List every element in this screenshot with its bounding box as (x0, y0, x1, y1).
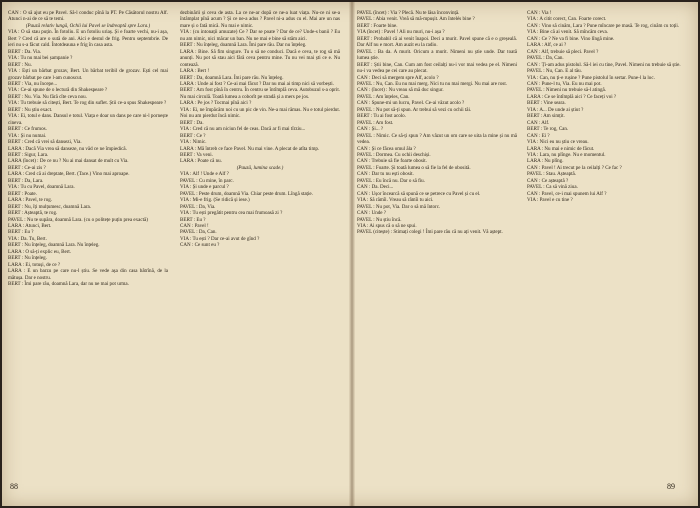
dialogue-line: PAVEL : Dormea. Cu ochii deschiși. (357, 151, 431, 158)
dialogue-line: CAN : Spune-mi un lucru, Pavel. Ce-ai văzut acolo ? (357, 100, 465, 107)
dialogue-line: BERT : Știi bine, Can. Cum am fost ceilalți nu-i vor mai vedea pe el. Nimeni nu-i va vedea pe cei care au plecat. (357, 61, 517, 75)
dialogue-line: LARA : O să-ți explic eu, Bert. (8, 248, 72, 255)
dialogue-line: PAVEL (încet) : Via ? Plecă. Nu te lăsa înconvință. (357, 10, 460, 16)
dialogue-line: PAVEL : Eu încă nu. Dar o să fiu. (357, 177, 425, 184)
dialogue-line: VIA (încet) : Pavel ! Ali nu muri, nu-i așa ? (357, 29, 445, 36)
dialogue-line: PAVEL : Ba da. A murit. Oricum a murit. Nimeni nu știe unde. Dar toată lumea știe. (357, 48, 517, 62)
dialogue-line: LARA : Alf, ce ai ? (527, 42, 567, 49)
dialogue-line: VIA : Tu trebuie să citești, Bert. Te rog din suflet. Știi ce-a spus Shakespeare ? (8, 100, 167, 107)
dialogue-line: LARA : Unde ai fost ? Ce-ai mai făcut ? Dar nu mai ai timp nici să vorbești. (180, 80, 334, 87)
dialogue-line: VIA : Da. Tu, Bert. (8, 235, 47, 242)
dialogue-line: CAN : Deci să mergem spre Alf, acolo ? (357, 74, 439, 81)
dialogue-line: CAN : Ei ? (527, 132, 550, 139)
dialogue-line: BERT : Da. Via. (8, 48, 41, 55)
dialogue-line: VIA : Tu cu Pavel, doamnă Lara. (8, 184, 75, 191)
dialogue-line: PAVEL : Nu pot, Via. Dar o să mă întorc. (357, 203, 441, 210)
dialogue-line: CAN : Alf, trebuie să pleci. Pavel ? (527, 48, 599, 55)
dialogue-line: BERT : Da. (180, 119, 204, 126)
dialogue-line: PAVEL : Nu știu încă. (357, 216, 402, 223)
dialogue-line: VIA : Tu ești ? Dar ce-ai avut de gînd ? (180, 235, 260, 242)
dialogue-line: BERT : Nu înțeleg, doamnă Lara. Îmi pare rău. Dar nu înțeleg. (180, 42, 307, 49)
dialogue-line: BERT : Probabil că ai venit înapoi. Deci a murit. Pavel spune că e o greșeală. Dar Alf nu e mort. Am auzit eu la radio. (357, 35, 517, 49)
right-page-column-2 (527, 10, 687, 472)
dialogue-line: BERT : Nu, îți mulțumesc, doamnă Lara. (8, 203, 92, 210)
dialogue-line: CAN : Pavel, ce-i mai spunem lui Alf ? (527, 190, 607, 197)
dialogue-line: VIA : Nimic. (180, 139, 207, 146)
dialogue-line: BERT : Nu știu exact. (8, 106, 53, 113)
dialogue-line: LARA : Nu mai e nimic de făcut. (527, 145, 595, 152)
right-page-column-1 (357, 10, 517, 472)
dialogue-line: VIA : Nici eu nu știu ce vreau. (527, 139, 589, 146)
dialogue-line: VIA : Tu nu mai bei șampanie ? (8, 55, 73, 62)
dialogue-line: dezbinării și ceva de asta. La ce ne-ar dopă ce ne-a luat viața. Nu-ce ni se-a întâmplat pînă acum ? Și ce ne-a adus ? Pavel ni-a adus cu el. Mai are un nas mare și o fată mică. Nu mai e nimic. (180, 10, 340, 29)
dialogue-line: PAVEL : Am fost. (357, 119, 394, 126)
dialogue-line: PAVEL : Da, Can. (527, 55, 564, 62)
dialogue-line: CAN : (încet) : Nu vreau să mă duc singur. (357, 87, 444, 94)
dialogue-line: VIA : Lara, nu plînge. Nu e momentul. (527, 151, 606, 158)
dialogue-line: CAN : Ți-am adus pistolul. Să-l iei cu tine, Pavel. Nimeni nu trebuie să știe. (527, 61, 681, 68)
dialogue-line: VIA : A citit corect, Can. Foarte corect. (527, 16, 607, 23)
book-spread (2, 2, 698, 506)
dialogue-line: BERT : Îmi pare rău, doamnă Lara, dar nu ne mai pot urma. (8, 281, 129, 288)
dialogue-line: VIA : Și nu numai. (8, 132, 47, 139)
dialogue-line: CAN : O să ajut eu pe Pavel. Să-l conduc pînă la PT. Pe Căsătorul nostru Alf. Atunci n-ai de ce să te temi. (8, 10, 168, 23)
right-page-number: 89 (667, 482, 675, 491)
dialogue-line: CAN : Pavel ! (180, 222, 209, 229)
dialogue-line: PAVEL : Nu, Can. Eu nu mai merg. Nici tu nu mai mergi. Nu mai are rost. (357, 80, 508, 87)
dialogue-line: CAN : Ușor încearcă să spună ce se petrece cu Pavel și cu el. (357, 190, 481, 197)
dialogue-line: BERT : Da, doamnă Lara. Îmi pare rău. Nu înțeleg. (180, 74, 284, 81)
dialogue-line: LARA : Cred că ai dreptate, Bert. (Tace.) Vino mai aproape. (8, 171, 130, 178)
left-page (8, 10, 348, 498)
dialogue-line: CAN : Vino să cinăm, Lara ? Pune mîncare pe masă. Te rog, cinăm cu toții. (527, 22, 680, 29)
dialogue-line: CAN : Și... ? (357, 126, 384, 133)
dialogue-line: PAVEL : Nimeni nu trebuie să-l atingă. (527, 87, 607, 94)
dialogue-line: BERT : Nu înțeleg. (8, 255, 47, 262)
dialogue-line: LARA : Pavel, te rog. (8, 197, 53, 204)
dialogue-line: CAN : Unde ? (357, 210, 387, 217)
dialogue-line: BERT : Nu. Via. Nu fără cîte ceva nou. (8, 93, 87, 100)
dialogue-line: VIA : A... De unde ai știut ? (527, 106, 584, 113)
dialogue-line: LARA : Nu plîng. (527, 158, 564, 165)
dialogue-line: VIA : Și unde e parcul ? (180, 184, 229, 191)
book-gutter (349, 2, 355, 506)
dialogue-line: CAN : Pavel ! Ai trecut pe la ceilalți ? Ce fac ? (527, 164, 622, 171)
dialogue-line: BERT : Nu. (8, 61, 32, 68)
right-page (357, 10, 695, 498)
dialogue-line: VIA : Tu ești pregătit pentru cea mai frumoasă zi ? (180, 210, 283, 217)
dialogue-line: PAVEL : Nu, Can. E al tău. (527, 68, 582, 75)
dialogue-line: PAVEL : Da, Can. (180, 229, 217, 236)
dialogue-line: LARA : E un barzu pe care nu-l știu. Se vede așa din casa bătrînă, de la mătușa. Dar e nostru. (8, 268, 168, 281)
dialogue-line: CAN : Trebuie să fie foarte obosit. (357, 158, 427, 165)
dialogue-line: LARA : Atunci, Bert. (8, 222, 52, 229)
dialogue-line: PAVEL : Am înțeles, Can. (357, 93, 410, 100)
left-page-column-2 (180, 10, 340, 472)
dialogue-line: LARA : Dacă Via vrea să danseze, nu văd ce ne împiedică. (8, 145, 127, 152)
dialogue-line: BERT : Ce-ai zis ? (8, 164, 46, 171)
dialogue-line: VIA : Să rămîi. Vreau să rămîi tu aici. (357, 197, 434, 204)
dialogue-line: PAVEL : Da, Via. (180, 203, 216, 210)
dialogue-line: BERT : Sigur, Lara. (8, 151, 49, 158)
dialogue-line: LARA : Pe jos ? Tocmai pînă aici ? (180, 100, 252, 107)
dialogue-line: BERT : Tu ai fost acolo. (357, 113, 406, 120)
dialogue-line: VIA : Ei, ne împăcăm noi cu un pic de vin. Ne-a mai rămas. Nu e totul pierdut. Noi nu am pierdut încă nimic. (180, 106, 340, 120)
dialogue-line: LARA : Ce se întîmplă aici ? Ce faceți voi ? (527, 93, 617, 100)
dialogue-line: VIA : Ce-ai spune de o lectură din Shakespeare ? (8, 87, 108, 94)
dialogue-line: CAN : Ce sunt eu ? (180, 242, 220, 249)
dialogue-line: PAVEL : Nu te supăra, doamnă Lara. (cu o politețe puțin prea exactă) (8, 216, 148, 223)
dialogue-line: BERT : Așteaptă, te rog. (8, 210, 58, 217)
dialogue-line: BERT : Am simțit. (527, 113, 565, 120)
dialogue-line: BERT : Ce ? (180, 132, 206, 139)
dialogue-line: VIA : Mi-e frig. (Se ridică și iese.) (180, 197, 250, 204)
dialogue-line: BERT : Foarte bine. (357, 22, 398, 29)
dialogue-line: PAVEL : Abia venit. Vreă să mă-mpușit. Am întelés bine ? (357, 16, 475, 23)
dialogue-line: BERT : Ce frumos. (8, 126, 47, 133)
dialogue-line: BERT : Am fost pînă în centru. În centru se întîmplă ceva. Autobuzul s-a oprit. Nu mai circulă. Toată lumea a coborît pe stradă și a mers pe jos. (180, 87, 340, 100)
dialogue-line: BERT : Da, Lara. (8, 177, 44, 184)
dialogue-line: VIA : (cu intonații amuzate) Ce ? Dar se poate ? Dar de ce? Unde-s banii ? Eu nu am nimic, nici măcar un ban. Nu ne mai e bine să stăm aici. (180, 29, 340, 42)
dialogue-line: LARA : Poate că nu. (180, 158, 222, 165)
left-page-column-1 (8, 10, 168, 472)
dialogue-line: CAN : Alf. (527, 119, 550, 126)
dialogue-line: BERT : Te rog, Can. (527, 126, 569, 133)
dialogue-line: VIA : Ai spus că o să ne spui. (357, 222, 417, 229)
dialogue-line: PAVEL : Foarte. Și toată lumea o să fie la fel de obosită. (357, 164, 471, 171)
dialogue-line: PAVEL : Nimic. Ce să-ți spun ? Am văzut un om care se uita la mine și nu mă vedea. (357, 132, 517, 146)
dialogue-line: VIA : Cred că nu am niciun fel de ceas. Dacă ar fi mai tîrziu... (180, 126, 306, 133)
dialogue-line: LARA (încet) : De ce nu ? Nu ai mai dansat de mult cu Via. (8, 158, 129, 165)
dialogue-line: VIA : Ei, totul e dans. Dansul e totul. Viața e doar un dans pe care ni-l pornește cineva. (8, 113, 168, 126)
dialogue-line: PAVEL : Cu mine, în parc. (180, 177, 234, 184)
dialogue-line: PAVEL : Peste drum, doamnă Via. Chiar peste drum. Lîngă stație. (180, 190, 313, 197)
dialogue-line: BERT : Poate. (8, 190, 37, 197)
dialogue-line: VIA : Pavel e cu tine ? (527, 197, 573, 204)
dialogue-line: BERT : Via, nu începe... (8, 80, 58, 87)
dialogue-line: BERT : Eu ? (8, 229, 34, 236)
dialogue-line: BERT : Eu ? (180, 216, 206, 223)
dialogue-line: VIA : O să stau puțin. În fotoliu. E un fotoliu uriaș. Și e foarte vechi, nu-i așa, Bert ? Cred că are o sută de ani. Aici e destul de frig. Pentru septembrie. De ieri nu s-a făcut cald. Întotdeauna e frig în casa asta. (8, 29, 168, 49)
dialogue-line: (Pauză, lumina scade.) (236, 164, 284, 171)
dialogue-line: PAVEL : Stau. Așteaptă. (527, 171, 577, 178)
dialogue-line: VIA : Can, nu ți-e rușine ? Pune pistolul în sertar. Pune-l la loc. (527, 74, 655, 81)
dialogue-line: CAN : Ce ? Ne va fi bine. Vino lîngă mine. (527, 35, 615, 42)
dialogue-line: CAN : Ce așteaptă ? (527, 177, 569, 184)
dialogue-line: BERT : Nu înțeleg, doamnă Lara. Nu înțeleg. (8, 242, 100, 249)
dialogue-line: CAN : Dar tu nu ești obosit. (357, 171, 414, 178)
dialogue-line: LARA : Bine. Să fim singure. Tu o să ne conduci. Dacă e ceva, te rog să mă anunți. Nu pot să stau aici fără ceva pentru mine. Tu nu vei mai ști ce e. Nu contează. (180, 48, 340, 68)
dialogue-line: CAN : Și ce făcea omul ăla ? (357, 145, 416, 152)
dialogue-line: BERT : Va veni. (180, 151, 213, 158)
dialogue-line: CAN : Pune-l tu, Via. Eu nu mai pot. (527, 80, 602, 87)
dialogue-line: VIA : Bine că ai venit. Să mîncăm ceva. (527, 29, 609, 36)
dialogue-line: PAVEL : Nu pot să-ți spun. Ar trebui să vezi cu ochii tăi. (357, 106, 472, 113)
dialogue-line: CAN : Da. Deci... (357, 184, 394, 191)
dialogue-line: PAVEL : Ca să vină ziua. (527, 184, 578, 191)
dialogue-line: LARA : Mă întreb ce face Pavel. Nu mai vine. A plecat de atîta timp. (180, 145, 320, 152)
dialogue-line: CAN : Via ! (527, 10, 552, 16)
dialogue-line: VIA : Alf ! Unde e Alf ? (180, 171, 229, 178)
dialogue-line: BERT : Cred că vrei să dansezi, Via. (8, 139, 82, 146)
dialogue-line: LARA : Ei, totuși, de ce ? (8, 261, 61, 268)
dialogue-line: (Pauză relativ lungă, Ochii lui Pavel se îndreaptă spre Lara.) (25, 22, 151, 29)
dialogue-line: PAVEL (citește) : Stimați colegi ! Îmi pare rău că nu ați venit. Vă aștept. (357, 229, 503, 236)
left-page-number: 88 (10, 482, 18, 491)
dialogue-line: LARA : Bert ! (180, 68, 210, 75)
dialogue-line: VIA : Ești un bărbat grozav, Bert. Un bărbat teribil de grozav. Ești cel mai grozav bărbat pe care l-am cunoscut. (8, 68, 168, 81)
dialogue-line: BERT : Vine seara. (527, 100, 566, 107)
